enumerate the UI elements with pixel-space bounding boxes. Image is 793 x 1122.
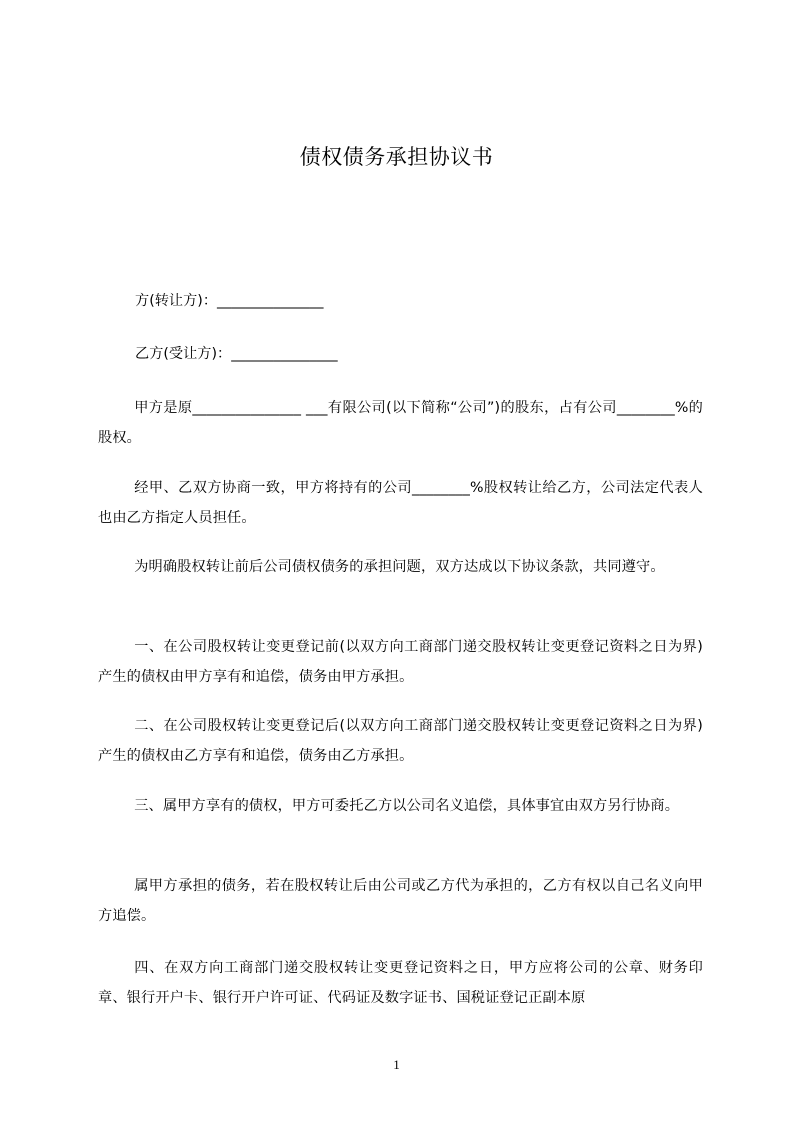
- paragraph-purpose: 为明确股权转让前后公司债权债务的承担问题，双方达成以下协议条款，共同遵守。: [134, 559, 665, 575]
- clause-three-continued: 属甲方承担的债务，若在股权转让后由公司或乙方代为承担的，乙方有权以自己名义向甲方追偿。: [98, 878, 703, 924]
- paragraph-agreement: 经甲、乙双方协商一致，甲方将持有的公司________%股权转让给乙方，公司法定代表人也由乙方指定人员担任。: [98, 480, 703, 526]
- party-a-line: 方(转让方)：_______________: [135, 293, 324, 309]
- clause-two: 二、在公司股权转让变更登记后(以双方向工商部门递交股权转让变更登记资料之日为界)产生的债权由乙方享有和追偿，债务由乙方承担。: [98, 718, 703, 764]
- page-number: 1: [393, 1057, 400, 1072]
- clause-three: 三、属甲方享有的债权，甲方可委托乙方以公司名义追偿，具体事宜由双方另行协商。: [134, 798, 680, 814]
- document-title: 债权债务承担协议书: [299, 145, 494, 169]
- party-b-line: 乙方(受让方)：_______________: [135, 346, 338, 362]
- clause-one: 一、在公司股权转让变更登记前(以双方向工商部门递交股权转让变更登记资料之日为界)产生的债权由甲方享有和追偿，债务由甲方承担。: [98, 639, 703, 685]
- clause-four: 四、在双方向工商部门递交股权转让变更登记资料之日，甲方应将公司的公章、财务印章、银行开户卡、银行开户许可证、代码证及数字证书、国税证登记正副本原: [98, 960, 703, 1006]
- paragraph-shareholding: 甲方是原_______________ ___有限公司(以下简称“公司”)的股东，占有公司________%的股权。: [98, 400, 703, 446]
